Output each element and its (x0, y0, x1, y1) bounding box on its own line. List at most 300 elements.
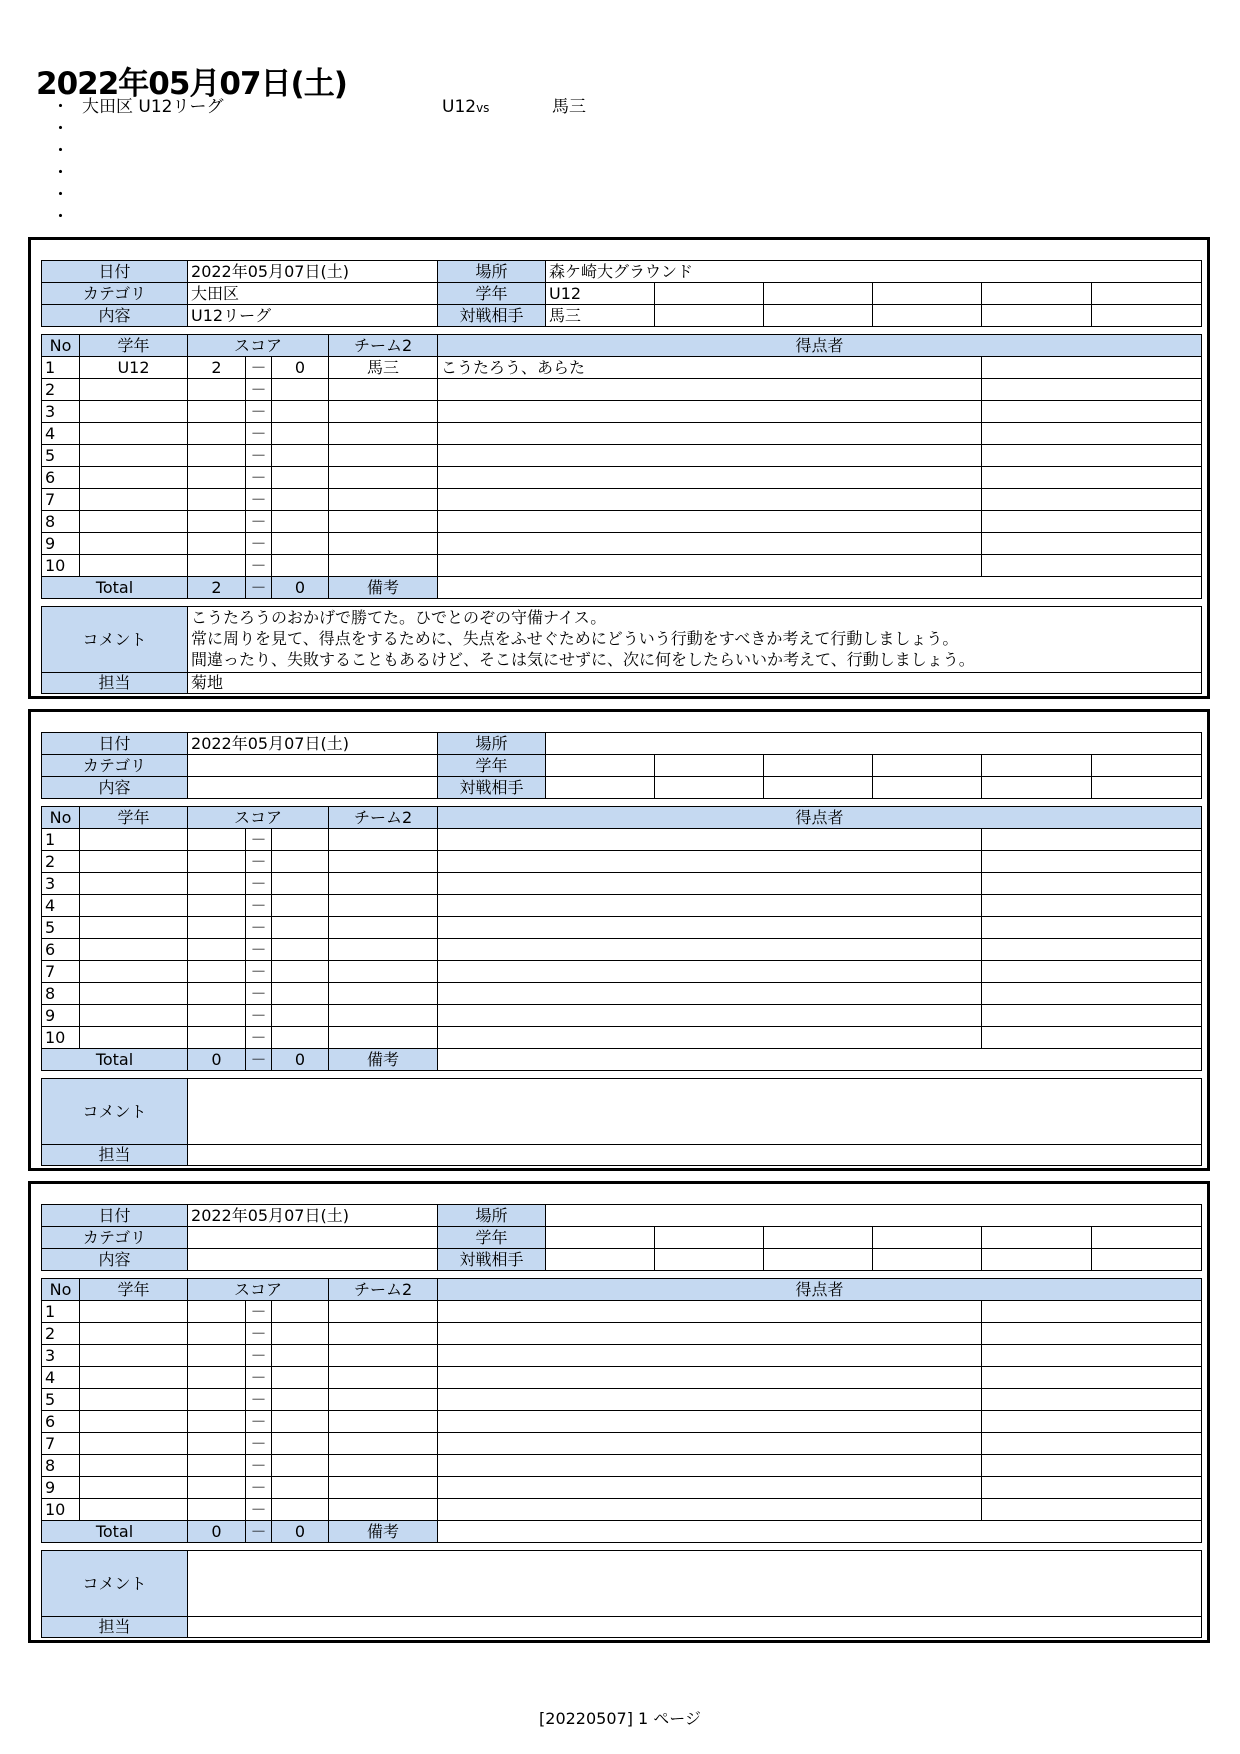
table-row (42, 1411, 1202, 1433)
date-label: 日付 (42, 733, 188, 755)
row-team2 (329, 873, 438, 895)
staff-label: 担当 (42, 1145, 188, 1166)
table-row (42, 489, 1202, 511)
date-value: 2022年05月07日(土) (188, 261, 438, 283)
grade-value (546, 755, 655, 777)
row-scorers (438, 423, 982, 445)
category-value: 大田区 (188, 283, 438, 305)
summary-item (52, 162, 852, 184)
row-team2 (329, 1411, 438, 1433)
table-row (42, 445, 1202, 467)
bullet-dot: ・ (52, 207, 69, 227)
remarks-value (438, 1049, 1202, 1071)
row-extra (982, 511, 1202, 533)
grade-value (546, 1227, 655, 1249)
remarks-label: 備考 (329, 1049, 438, 1071)
content-value (188, 1249, 438, 1271)
row-score-1 (188, 511, 246, 533)
row-extra (982, 489, 1202, 511)
row-extra (982, 1477, 1202, 1499)
row-team2 (329, 379, 438, 401)
staff-value (188, 1145, 1202, 1166)
team2-header: チーム2 (329, 1279, 438, 1301)
grade-cell (1092, 283, 1202, 305)
total-score-2: 0 (272, 1521, 329, 1543)
row-grade (80, 1477, 188, 1499)
table-row (42, 895, 1202, 917)
opponent-cell (1092, 305, 1202, 327)
category-label: カテゴリ (42, 1227, 188, 1249)
row-no: 3 (42, 1345, 80, 1367)
row-score-1 (188, 851, 246, 873)
table-row (42, 1389, 1202, 1411)
row-extra (982, 1411, 1202, 1433)
row-team2 (329, 423, 438, 445)
row-team2 (329, 445, 438, 467)
row-score-dash: － (246, 401, 272, 423)
content-label: 内容 (42, 777, 188, 799)
row-score-dash: － (246, 555, 272, 577)
table-row (42, 961, 1202, 983)
total-score-dash: － (246, 1049, 272, 1071)
row-score-1 (188, 445, 246, 467)
row-no: 10 (42, 1499, 80, 1521)
row-scorers (438, 1367, 982, 1389)
comment-text (188, 607, 1202, 673)
row-extra (982, 1027, 1202, 1049)
table-row (42, 357, 1202, 379)
row-score-1 (188, 873, 246, 895)
row-team2 (329, 1301, 438, 1323)
row-no: 8 (42, 983, 80, 1005)
comment-label: コメント (42, 1079, 188, 1145)
total-label: Total (42, 577, 188, 599)
comment-table (41, 1550, 1202, 1638)
row-no: 4 (42, 1367, 80, 1389)
place-label: 場所 (438, 1205, 546, 1227)
row-extra (982, 533, 1202, 555)
row-grade (80, 1005, 188, 1027)
row-grade (80, 895, 188, 917)
staff-value: 菊地 (188, 673, 1202, 694)
row-grade (80, 1301, 188, 1323)
table-row (42, 1455, 1202, 1477)
row-scorers (438, 1455, 982, 1477)
row-team2 (329, 555, 438, 577)
row-extra (982, 1367, 1202, 1389)
row-grade (80, 873, 188, 895)
row-extra (982, 829, 1202, 851)
place-value (546, 1205, 1202, 1227)
row-score-2 (272, 1477, 329, 1499)
grade-cell (982, 1227, 1092, 1249)
row-score-1 (188, 379, 246, 401)
table-row (42, 379, 1202, 401)
summary-item (52, 118, 852, 140)
row-extra (982, 983, 1202, 1005)
row-extra (982, 917, 1202, 939)
row-extra (982, 467, 1202, 489)
summary-item (52, 140, 852, 162)
row-score-2 (272, 851, 329, 873)
grade-label: 学年 (438, 283, 546, 305)
row-scorers (438, 467, 982, 489)
date-label: 日付 (42, 261, 188, 283)
row-scorers (438, 1027, 982, 1049)
score-header: スコア (188, 1279, 329, 1301)
row-no: 9 (42, 1005, 80, 1027)
row-team2 (329, 917, 438, 939)
row-score-1 (188, 895, 246, 917)
place-label: 場所 (438, 733, 546, 755)
row-score-dash: － (246, 489, 272, 511)
row-grade (80, 851, 188, 873)
row-score-2 (272, 1499, 329, 1521)
score-header: スコア (188, 807, 329, 829)
page-footer: [20220507] 1 ページ (539, 1709, 701, 1728)
team2-header: チーム2 (329, 335, 438, 357)
row-score-2 (272, 1411, 329, 1433)
opponent-cell (873, 1249, 982, 1271)
row-score-dash: － (246, 895, 272, 917)
row-no: 9 (42, 1477, 80, 1499)
remarks-label: 備考 (329, 1521, 438, 1543)
row-team2 (329, 1323, 438, 1345)
row-grade (80, 379, 188, 401)
row-scorers (438, 1433, 982, 1455)
match-record-block (28, 237, 1210, 699)
row-no: 4 (42, 895, 80, 917)
row-grade (80, 423, 188, 445)
row-scorers (438, 1345, 982, 1367)
row-score-2 (272, 961, 329, 983)
remarks-value (438, 1521, 1202, 1543)
row-grade (80, 917, 188, 939)
content-value: U12リーグ (188, 305, 438, 327)
row-score-dash: － (246, 917, 272, 939)
row-score-dash: － (246, 511, 272, 533)
row-extra (982, 555, 1202, 577)
scorers-header: 得点者 (438, 1279, 1202, 1301)
row-score-2 (272, 939, 329, 961)
row-score-dash: － (246, 1477, 272, 1499)
match-results-table (41, 806, 1202, 1071)
total-label: Total (42, 1521, 188, 1543)
row-no: 1 (42, 829, 80, 851)
row-score-1 (188, 1345, 246, 1367)
category-label: カテゴリ (42, 283, 188, 305)
row-score-dash: － (246, 1455, 272, 1477)
row-team2 (329, 1499, 438, 1521)
row-scorers (438, 445, 982, 467)
row-extra (982, 445, 1202, 467)
row-extra (982, 873, 1202, 895)
row-team2 (329, 1433, 438, 1455)
table-row (42, 851, 1202, 873)
table-row (42, 873, 1202, 895)
row-team2 (329, 895, 438, 917)
comment-text (188, 1551, 1202, 1617)
remarks-value (438, 577, 1202, 599)
row-no: 6 (42, 467, 80, 489)
grade-label: 学年 (438, 755, 546, 777)
bullet-dot: ・ (52, 163, 69, 183)
row-scorers (438, 895, 982, 917)
row-team2 (329, 983, 438, 1005)
table-row (42, 1499, 1202, 1521)
row-scorers (438, 1499, 982, 1521)
row-extra (982, 895, 1202, 917)
row-scorers (438, 939, 982, 961)
row-no: 8 (42, 1455, 80, 1477)
comment-text (188, 1079, 1202, 1145)
team2-header: チーム2 (329, 807, 438, 829)
grade-cell (982, 755, 1092, 777)
row-no: 6 (42, 1411, 80, 1433)
match-record-block (28, 1181, 1210, 1643)
row-extra (982, 401, 1202, 423)
grade-cell (873, 283, 982, 305)
row-extra (982, 1301, 1202, 1323)
row-extra (982, 423, 1202, 445)
row-score-1 (188, 1389, 246, 1411)
row-no: 1 (42, 357, 80, 379)
row-score-1 (188, 939, 246, 961)
row-extra (982, 961, 1202, 983)
row-score-2 (272, 1323, 329, 1345)
row-no: 10 (42, 555, 80, 577)
bullet-dot: ・ (52, 141, 69, 161)
row-no: 9 (42, 533, 80, 555)
row-scorers (438, 1477, 982, 1499)
row-score-2 (272, 1389, 329, 1411)
summary-grade (442, 96, 489, 119)
comment-table (41, 606, 1202, 694)
row-grade (80, 489, 188, 511)
table-row (42, 939, 1202, 961)
opponent-value: 馬三 (546, 305, 655, 327)
row-score-dash: － (246, 423, 272, 445)
grade-cell (764, 1227, 873, 1249)
row-score-2 (272, 401, 329, 423)
row-score-2 (272, 895, 329, 917)
row-team2 (329, 1345, 438, 1367)
staff-value (188, 1617, 1202, 1638)
table-row (42, 1323, 1202, 1345)
category-value (188, 1227, 438, 1249)
row-no: 1 (42, 1301, 80, 1323)
row-score-2 (272, 423, 329, 445)
row-no: 8 (42, 511, 80, 533)
row-scorers (438, 511, 982, 533)
place-value (546, 733, 1202, 755)
row-extra (982, 379, 1202, 401)
row-score-1 (188, 1005, 246, 1027)
comment-line: 常に周りを見て、得点をするために、失点をふせぐためにどういう行動をすべきか考えて行動しましょう。 (191, 629, 959, 648)
row-score-1 (188, 983, 246, 1005)
opponent-cell (1092, 1249, 1202, 1271)
table-row (42, 533, 1202, 555)
row-grade (80, 533, 188, 555)
grade-cell (764, 755, 873, 777)
row-score-dash: － (246, 961, 272, 983)
row-grade (80, 401, 188, 423)
row-no: 7 (42, 489, 80, 511)
row-score-2 (272, 917, 329, 939)
row-score-2 (272, 873, 329, 895)
row-score-dash: － (246, 1389, 272, 1411)
grade-label: 学年 (438, 1227, 546, 1249)
row-score-dash: － (246, 1433, 272, 1455)
row-score-1 (188, 1367, 246, 1389)
table-row (42, 401, 1202, 423)
row-scorers (438, 1389, 982, 1411)
row-score-1 (188, 489, 246, 511)
row-score-2 (272, 1455, 329, 1477)
scorers-header: 得点者 (438, 807, 1202, 829)
grade-header: 学年 (80, 807, 188, 829)
row-score-2: 0 (272, 357, 329, 379)
row-no: 2 (42, 1323, 80, 1345)
row-no: 3 (42, 401, 80, 423)
row-grade (80, 1433, 188, 1455)
total-score-dash: － (246, 577, 272, 599)
row-score-2 (272, 1367, 329, 1389)
row-scorers (438, 1301, 982, 1323)
row-extra (982, 1499, 1202, 1521)
row-score-1 (188, 467, 246, 489)
row-score-2 (272, 555, 329, 577)
row-team2: 馬三 (329, 357, 438, 379)
summary-grade-value: U12 (442, 97, 477, 117)
row-score-2 (272, 467, 329, 489)
opponent-cell (873, 777, 982, 799)
row-extra (982, 357, 1202, 379)
staff-label: 担当 (42, 1617, 188, 1638)
row-no: 5 (42, 445, 80, 467)
row-team2 (329, 1005, 438, 1027)
row-team2 (329, 1455, 438, 1477)
bullet-dot: ・ (52, 119, 69, 139)
match-info-table (41, 732, 1202, 799)
row-score-1 (188, 1411, 246, 1433)
category-value (188, 755, 438, 777)
opponent-cell (655, 777, 764, 799)
content-value (188, 777, 438, 799)
row-score-dash: － (246, 939, 272, 961)
row-score-1 (188, 1433, 246, 1455)
row-score-2 (272, 1301, 329, 1323)
row-scorers (438, 873, 982, 895)
opponent-cell (982, 777, 1092, 799)
table-row (42, 1301, 1202, 1323)
row-scorers (438, 983, 982, 1005)
row-grade (80, 467, 188, 489)
row-extra (982, 1323, 1202, 1345)
opponent-cell (764, 305, 873, 327)
row-score-2 (272, 379, 329, 401)
comment-table (41, 1078, 1202, 1166)
row-scorers (438, 1005, 982, 1027)
table-row (42, 1367, 1202, 1389)
category-label: カテゴリ (42, 755, 188, 777)
remarks-label: 備考 (329, 577, 438, 599)
match-info-table (41, 1204, 1202, 1271)
row-no: 10 (42, 1027, 80, 1049)
comment-line: 間違ったり、失敗することもあるけど、そこは気にせずに、次に何をしたらいいか考えて、行動しましょう。 (191, 650, 975, 669)
grade-cell (655, 283, 764, 305)
grade-cell (873, 1227, 982, 1249)
grade-header: 学年 (80, 1279, 188, 1301)
row-grade (80, 1323, 188, 1345)
row-score-1 (188, 1301, 246, 1323)
row-scorers (438, 401, 982, 423)
opponent-label: 対戦相手 (438, 305, 546, 327)
opponent-cell (982, 1249, 1092, 1271)
row-score-dash: － (246, 983, 272, 1005)
row-score-1 (188, 555, 246, 577)
date-value: 2022年05月07日(土) (188, 1205, 438, 1227)
match-info-table (41, 260, 1202, 327)
row-score-1 (188, 961, 246, 983)
row-score-1 (188, 401, 246, 423)
summary-league: 大田区 U12リーグ (82, 97, 224, 117)
summary-list (52, 96, 852, 228)
table-row (42, 1005, 1202, 1027)
row-score-dash: － (246, 1345, 272, 1367)
row-grade: U12 (80, 357, 188, 379)
summary-vs: vs (476, 101, 490, 115)
total-score-2: 0 (272, 1049, 329, 1071)
row-score-2 (272, 829, 329, 851)
row-no: 5 (42, 917, 80, 939)
match-results-table (41, 334, 1202, 599)
bullet-dot: ・ (52, 185, 69, 205)
row-no: 4 (42, 423, 80, 445)
row-score-dash: － (246, 1367, 272, 1389)
row-score-dash: － (246, 851, 272, 873)
row-team2 (329, 829, 438, 851)
row-score-2 (272, 533, 329, 555)
scorers-header: 得点者 (438, 335, 1202, 357)
summary-opponent: 馬三 (552, 97, 586, 117)
row-score-1 (188, 829, 246, 851)
row-extra (982, 1005, 1202, 1027)
staff-label: 担当 (42, 673, 188, 694)
table-row (42, 511, 1202, 533)
place-label: 場所 (438, 261, 546, 283)
row-grade (80, 445, 188, 467)
opponent-value (546, 777, 655, 799)
table-row (42, 555, 1202, 577)
row-no: 5 (42, 1389, 80, 1411)
row-team2 (329, 511, 438, 533)
comment-label: コメント (42, 607, 188, 673)
row-score-dash: － (246, 1499, 272, 1521)
row-extra (982, 1345, 1202, 1367)
row-score-dash: － (246, 1323, 272, 1345)
row-no: 6 (42, 939, 80, 961)
row-score-dash: － (246, 829, 272, 851)
comment-line: こうたろうのおかげで勝てた。ひでとのぞの守備ナイス。 (191, 608, 607, 627)
row-score-dash: － (246, 1027, 272, 1049)
summary-item (52, 206, 852, 228)
date-value: 2022年05月07日(土) (188, 733, 438, 755)
row-score-dash: － (246, 873, 272, 895)
row-grade (80, 1367, 188, 1389)
row-grade (80, 1345, 188, 1367)
score-header: スコア (188, 335, 329, 357)
